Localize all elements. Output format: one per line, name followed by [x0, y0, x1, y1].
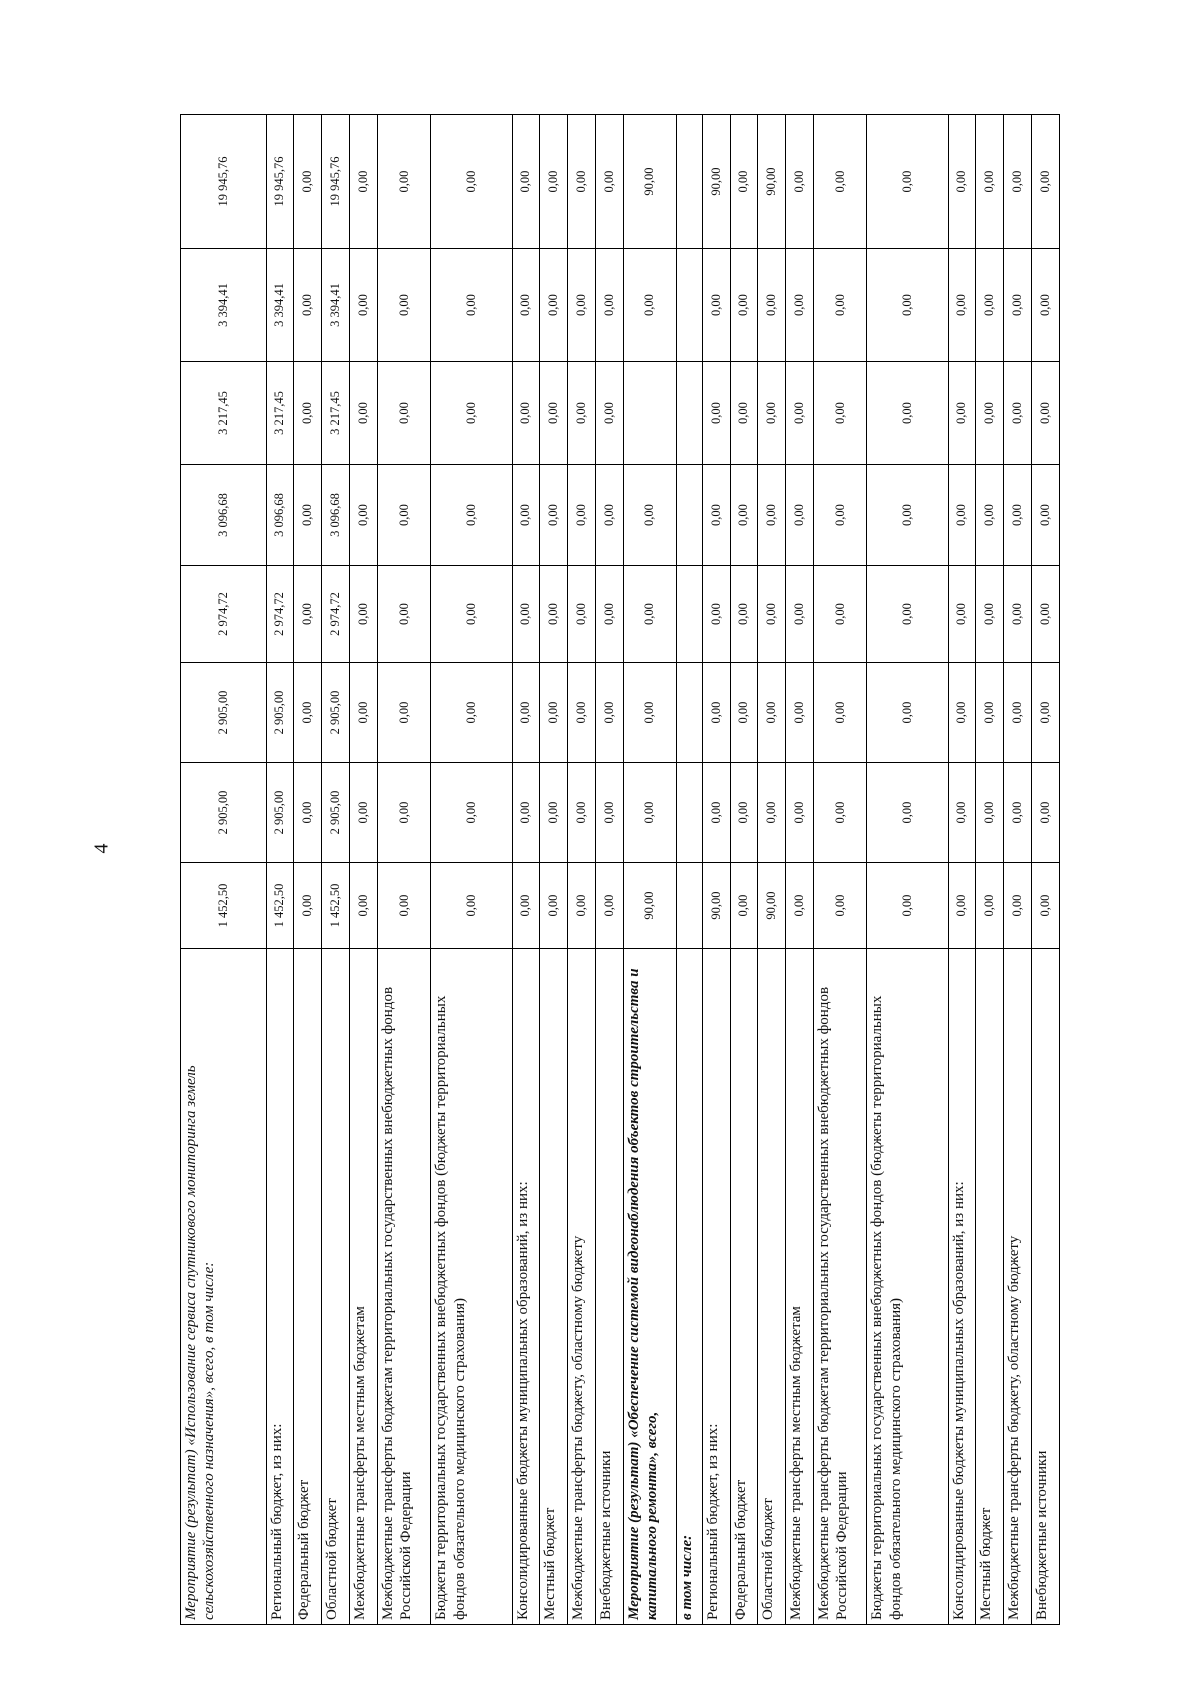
value-cell: 0,00: [540, 763, 568, 863]
value-cell: 0,00: [1032, 863, 1060, 949]
value-cell: [623, 362, 676, 465]
value-cell: 2 905,00: [181, 663, 267, 763]
value-cell: 90,00: [758, 863, 786, 949]
value-cell: 1 452,50: [266, 863, 294, 949]
row-label: Федеральный бюджет: [730, 949, 758, 1625]
value-cell: 0,00: [1004, 763, 1032, 863]
table-row: [266, 115, 294, 1625]
value-cell: 0,00: [1004, 663, 1032, 763]
value-cell: 2 974,72: [322, 566, 350, 663]
value-cell: 0,00: [948, 115, 976, 249]
value-cell: 0,00: [377, 249, 430, 362]
value-cell: 0,00: [595, 249, 623, 362]
value-cell: 0,00: [431, 863, 512, 949]
value-cell: 0,00: [377, 115, 430, 249]
value-cell: [677, 465, 703, 566]
value-cell: 0,00: [595, 465, 623, 566]
value-cell: 0,00: [377, 465, 430, 566]
value-cell: [677, 249, 703, 362]
value-cell: 0,00: [431, 362, 512, 465]
value-cell: 0,00: [350, 115, 378, 249]
row-label: Местный бюджет: [540, 949, 568, 1625]
value-cell: 0,00: [595, 863, 623, 949]
value-cell: 0,00: [867, 465, 948, 566]
table-row: [568, 115, 596, 1625]
value-cell: 90,00: [623, 863, 676, 949]
value-cell: 0,00: [948, 362, 976, 465]
value-cell: 0,00: [294, 249, 322, 362]
table-row: [595, 115, 623, 1625]
value-cell: 0,00: [948, 763, 976, 863]
value-cell: 90,00: [702, 863, 730, 949]
value-cell: 0,00: [623, 663, 676, 763]
row-label: Местный бюджет: [976, 949, 1004, 1625]
table-row: [431, 115, 512, 1625]
value-cell: 2 905,00: [266, 663, 294, 763]
table-row: [294, 115, 322, 1625]
table-row: [181, 115, 267, 1625]
value-cell: 0,00: [976, 115, 1004, 249]
value-cell: 2 905,00: [266, 763, 294, 863]
value-cell: 0,00: [976, 362, 1004, 465]
value-cell: 0,00: [1004, 115, 1032, 249]
value-cell: 19 945,76: [266, 115, 294, 249]
value-cell: 0,00: [1032, 663, 1060, 763]
value-cell: 3 096,68: [322, 465, 350, 566]
value-cell: 0,00: [595, 763, 623, 863]
value-cell: 0,00: [867, 249, 948, 362]
value-cell: 0,00: [540, 465, 568, 566]
value-cell: 0,00: [595, 362, 623, 465]
row-label: Региональный бюджет, из них:: [702, 949, 730, 1625]
value-cell: [677, 763, 703, 863]
value-cell: 3 394,41: [181, 249, 267, 362]
value-cell: 0,00: [814, 863, 867, 949]
value-cell: 3 217,45: [322, 362, 350, 465]
table-row: [758, 115, 786, 1625]
value-cell: 0,00: [976, 566, 1004, 663]
value-cell: 0,00: [540, 362, 568, 465]
value-cell: 3 394,41: [322, 249, 350, 362]
value-cell: 0,00: [595, 663, 623, 763]
value-cell: 0,00: [786, 249, 814, 362]
value-cell: 19 945,76: [322, 115, 350, 249]
table-row: [702, 115, 730, 1625]
value-cell: [677, 663, 703, 763]
value-cell: 0,00: [431, 663, 512, 763]
value-cell: [677, 566, 703, 663]
value-cell: 0,00: [1032, 362, 1060, 465]
row-label: в том числе:: [677, 949, 703, 1625]
row-label: Бюджеты территориальных государственных внебюджетных фондов (бюджеты территориальных фондов обязательного медицинского страхования): [431, 949, 512, 1625]
value-cell: 0,00: [1004, 863, 1032, 949]
value-cell: 0,00: [568, 566, 596, 663]
value-cell: 0,00: [1004, 362, 1032, 465]
budget-table: [180, 114, 1060, 1625]
value-cell: 0,00: [702, 362, 730, 465]
value-cell: [677, 863, 703, 949]
value-cell: 2 905,00: [322, 663, 350, 763]
table-row: [867, 115, 948, 1625]
value-cell: 0,00: [867, 115, 948, 249]
value-cell: 90,00: [623, 115, 676, 249]
table-row: [786, 115, 814, 1625]
value-cell: 0,00: [786, 863, 814, 949]
value-cell: 0,00: [350, 362, 378, 465]
value-cell: 0,00: [867, 362, 948, 465]
value-cell: 0,00: [730, 566, 758, 663]
value-cell: 0,00: [948, 249, 976, 362]
value-cell: 0,00: [350, 863, 378, 949]
value-cell: 0,00: [702, 465, 730, 566]
value-cell: 0,00: [623, 465, 676, 566]
row-label: Бюджеты территориальных государственных внебюджетных фондов (бюджеты территориальных фондов обязательного медицинского страхования): [867, 949, 948, 1625]
value-cell: 0,00: [512, 115, 540, 249]
value-cell: 0,00: [786, 115, 814, 249]
table-row: [730, 115, 758, 1625]
row-label: Межбюджетные трансферты бюджетам территориальных государственных внебюджетных фондов Российской Федерации: [377, 949, 430, 1625]
value-cell: 0,00: [786, 566, 814, 663]
value-cell: 0,00: [568, 362, 596, 465]
value-cell: 0,00: [814, 362, 867, 465]
value-cell: 0,00: [377, 566, 430, 663]
value-cell: 0,00: [540, 115, 568, 249]
table-row: [814, 115, 867, 1625]
value-cell: 0,00: [431, 566, 512, 663]
value-cell: 0,00: [568, 663, 596, 763]
value-cell: 3 096,68: [266, 465, 294, 566]
value-cell: 0,00: [377, 763, 430, 863]
value-cell: 0,00: [758, 566, 786, 663]
value-cell: 0,00: [814, 663, 867, 763]
value-cell: 0,00: [976, 249, 1004, 362]
value-cell: 90,00: [702, 115, 730, 249]
table-row: [512, 115, 540, 1625]
value-cell: 2 974,72: [266, 566, 294, 663]
value-cell: 0,00: [350, 566, 378, 663]
row-label: Внебюджетные источники: [1032, 949, 1060, 1625]
row-label: Межбюджетные трансферты местным бюджетам: [786, 949, 814, 1625]
value-cell: 0,00: [294, 566, 322, 663]
value-cell: 0,00: [1004, 249, 1032, 362]
value-cell: [677, 115, 703, 249]
table-row: [623, 115, 676, 1625]
value-cell: 0,00: [867, 663, 948, 763]
value-cell: 0,00: [1032, 566, 1060, 663]
row-label: Областной бюджет: [758, 949, 786, 1625]
value-cell: 0,00: [730, 663, 758, 763]
value-cell: 0,00: [512, 249, 540, 362]
value-cell: 0,00: [595, 115, 623, 249]
value-cell: 0,00: [568, 249, 596, 362]
value-cell: 0,00: [786, 763, 814, 863]
value-cell: 0,00: [702, 566, 730, 663]
value-cell: 2 905,00: [322, 763, 350, 863]
value-cell: 0,00: [294, 663, 322, 763]
table-row: [322, 115, 350, 1625]
value-cell: 0,00: [867, 763, 948, 863]
value-cell: 0,00: [294, 465, 322, 566]
value-cell: 0,00: [786, 362, 814, 465]
row-label: Областной бюджет: [322, 949, 350, 1625]
row-label: Федеральный бюджет: [294, 949, 322, 1625]
value-cell: 0,00: [730, 115, 758, 249]
table-row: [976, 115, 1004, 1625]
value-cell: 3 217,45: [266, 362, 294, 465]
value-cell: 0,00: [730, 465, 758, 566]
value-cell: 0,00: [377, 663, 430, 763]
table-row: [677, 115, 703, 1625]
value-cell: 0,00: [568, 465, 596, 566]
table-row: [1004, 115, 1032, 1625]
value-cell: 0,00: [512, 763, 540, 863]
value-cell: 0,00: [294, 763, 322, 863]
value-cell: 0,00: [540, 663, 568, 763]
row-label: Межбюджетные трансферты бюджетам территориальных государственных внебюджетных фондов Российской Федерации: [814, 949, 867, 1625]
value-cell: 0,00: [350, 663, 378, 763]
value-cell: 0,00: [702, 663, 730, 763]
row-label: Межбюджетные трансферты бюджету, областному бюджету: [568, 949, 596, 1625]
page-number: 4: [90, 843, 113, 854]
value-cell: 0,00: [976, 863, 1004, 949]
value-cell: 0,00: [948, 566, 976, 663]
value-cell: 0,00: [294, 115, 322, 249]
value-cell: 3 096,68: [181, 465, 267, 566]
value-cell: 0,00: [377, 362, 430, 465]
table-row: [350, 115, 378, 1625]
value-cell: 0,00: [1032, 465, 1060, 566]
value-cell: [677, 362, 703, 465]
value-cell: 0,00: [512, 663, 540, 763]
value-cell: 0,00: [512, 863, 540, 949]
value-cell: 2 974,72: [181, 566, 267, 663]
value-cell: 0,00: [1004, 566, 1032, 663]
value-cell: 0,00: [786, 663, 814, 763]
value-cell: 0,00: [758, 663, 786, 763]
value-cell: 0,00: [540, 863, 568, 949]
value-cell: 0,00: [1032, 249, 1060, 362]
value-cell: 0,00: [730, 362, 758, 465]
value-cell: 0,00: [758, 249, 786, 362]
value-cell: 0,00: [948, 863, 976, 949]
value-cell: 0,00: [431, 465, 512, 566]
value-cell: 19 945,76: [181, 115, 267, 249]
value-cell: 0,00: [758, 763, 786, 863]
rotated-table-container: [180, 115, 1060, 1625]
row-label: Консолидированные бюджеты муниципальных образований, из них:: [512, 949, 540, 1625]
value-cell: 0,00: [1032, 763, 1060, 863]
value-cell: 0,00: [730, 863, 758, 949]
value-cell: 0,00: [786, 465, 814, 566]
table-row: [1032, 115, 1060, 1625]
value-cell: 0,00: [431, 249, 512, 362]
value-cell: 0,00: [948, 663, 976, 763]
value-cell: 0,00: [540, 249, 568, 362]
value-cell: 1 452,50: [181, 863, 267, 949]
value-cell: 0,00: [702, 249, 730, 362]
value-cell: 0,00: [512, 465, 540, 566]
value-cell: 0,00: [730, 249, 758, 362]
row-label: Мероприятие (результат) «Обеспечение системой видеонаблюдения объектов строительства и капитального ремонта», всего,: [623, 949, 676, 1625]
value-cell: 0,00: [814, 566, 867, 663]
value-cell: 0,00: [431, 115, 512, 249]
value-cell: 0,00: [814, 763, 867, 863]
value-cell: 0,00: [867, 566, 948, 663]
value-cell: 0,00: [758, 465, 786, 566]
value-cell: 0,00: [350, 465, 378, 566]
value-cell: 0,00: [512, 362, 540, 465]
table-row: [540, 115, 568, 1625]
value-cell: 0,00: [1004, 465, 1032, 566]
value-cell: 0,00: [623, 566, 676, 663]
value-cell: 0,00: [595, 566, 623, 663]
value-cell: 0,00: [540, 566, 568, 663]
value-cell: 1 452,50: [322, 863, 350, 949]
value-cell: 0,00: [568, 115, 596, 249]
row-label: Внебюджетные источники: [595, 949, 623, 1625]
table-row: [377, 115, 430, 1625]
value-cell: 0,00: [814, 115, 867, 249]
table-row: [948, 115, 976, 1625]
value-cell: 0,00: [512, 566, 540, 663]
value-cell: 0,00: [568, 863, 596, 949]
value-cell: 0,00: [568, 763, 596, 863]
value-cell: 0,00: [350, 249, 378, 362]
value-cell: 0,00: [976, 663, 1004, 763]
value-cell: 0,00: [294, 863, 322, 949]
value-cell: 0,00: [294, 362, 322, 465]
value-cell: 0,00: [623, 249, 676, 362]
value-cell: 0,00: [702, 763, 730, 863]
row-label: Региональный бюджет, из них:: [266, 949, 294, 1625]
row-label: Межбюджетные трансферты местным бюджетам: [350, 949, 378, 1625]
row-label: Консолидированные бюджеты муниципальных образований, из них:: [948, 949, 976, 1625]
row-label: Межбюджетные трансферты бюджету, областному бюджету: [1004, 949, 1032, 1625]
value-cell: 2 905,00: [181, 763, 267, 863]
value-cell: 0,00: [948, 465, 976, 566]
value-cell: 0,00: [623, 763, 676, 863]
value-cell: 3 217,45: [181, 362, 267, 465]
value-cell: 0,00: [867, 863, 948, 949]
row-label: Мероприятие (результат) «Использование сервиса спутникового мониторинга земель сельскохозяйственного назначения», всего, в том числе:: [181, 949, 267, 1625]
value-cell: 0,00: [976, 763, 1004, 863]
value-cell: 0,00: [976, 465, 1004, 566]
value-cell: 0,00: [377, 863, 430, 949]
value-cell: 0,00: [730, 763, 758, 863]
value-cell: 0,00: [814, 465, 867, 566]
value-cell: 0,00: [350, 763, 378, 863]
value-cell: 90,00: [758, 115, 786, 249]
value-cell: 3 394,41: [266, 249, 294, 362]
value-cell: 0,00: [814, 249, 867, 362]
value-cell: 0,00: [758, 362, 786, 465]
value-cell: 0,00: [1032, 115, 1060, 249]
value-cell: 0,00: [431, 763, 512, 863]
